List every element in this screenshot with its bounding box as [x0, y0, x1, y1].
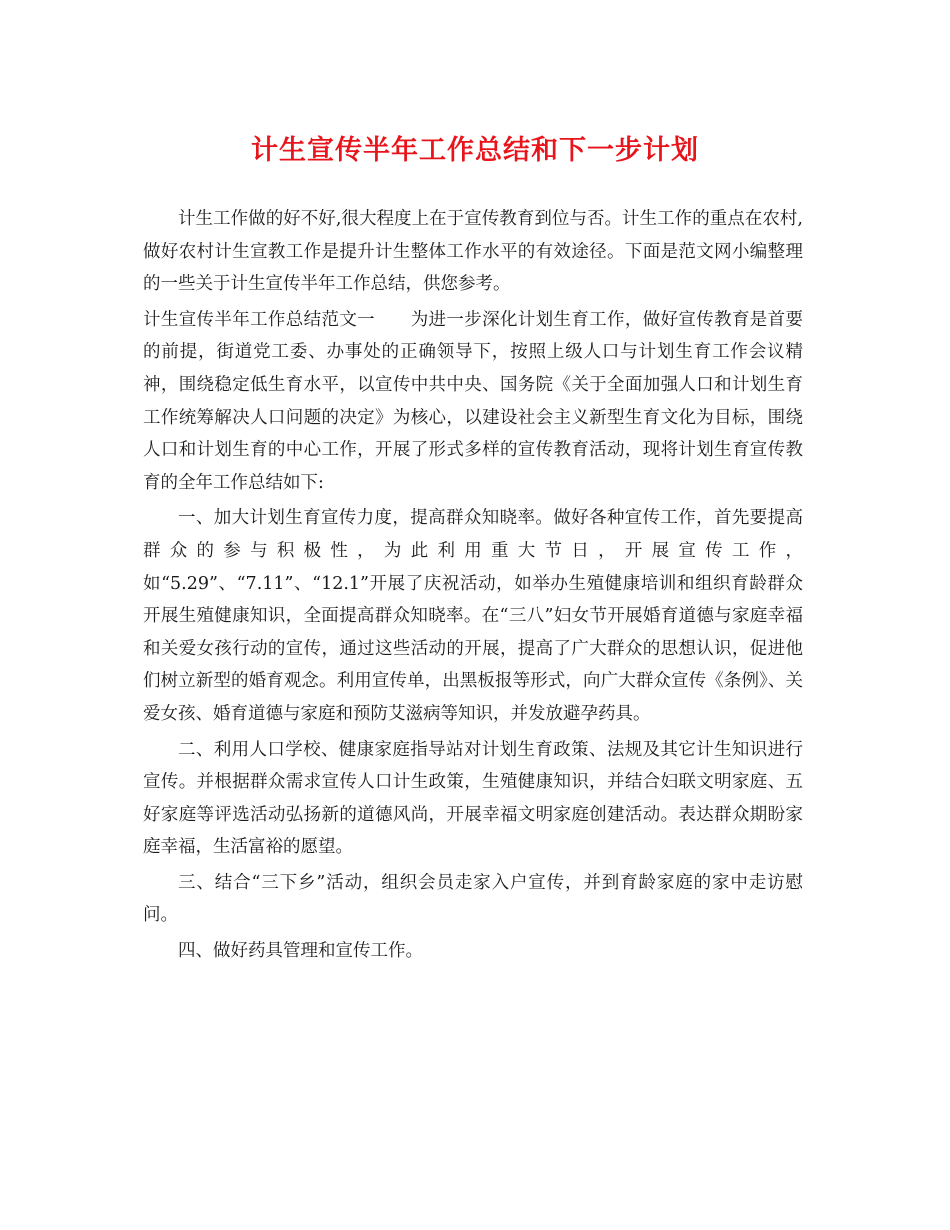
section-one-paragraph: 一、加大计划生育宣传力度，提高群众知晓率。做好各种宣传工作，首先要提高群众的参与积极性，为此利用重大节日，开展宣传工作，如“5.29”、“7.11”、“12.1”开展了庆祝活动，如举办生殖健康培训和组织育龄群众开展生殖健康知识，全面提高群众知晓率。在“三八”妇女节开展婚育道德与家庭幸福和关爱女孩行动的宣传，通过这些活动的开展，提高了广大群众的思想认识，促进他们树立新型的婚育观念。利用宣传单，出黑板报等形式，向广大群众宣传《条例》、关爱女孩、婚育道德与家庭和预防艾滋病等知识，并发放避孕药具。: [143, 508, 803, 724]
sample-one-paragraph: 计生宣传半年工作总结范文一 为进一步深化计划生育工作，做好宣传教育是首要的前提，街道党工委、办事处的正确领导下，按照上级人口与计划生育工作会议精神，围绕稳定低生育水平，以宣传中共中央、国务院《关于全面加强人口和计划生育工作统筹解决人口问题的决定》为核心，以建设社会主义新型生育文化为目标，围绕人口和计划生育的中心工作，开展了形式多样的宣传教育活动，现将计划生育宣传教育的全年工作总结如下:: [143, 309, 803, 493]
document-title: 计生宣传半年工作总结和下一步计划: [251, 135, 699, 166]
section-four-paragraph: 四、做好药具管理和宣传工作。: [178, 941, 423, 962]
section-three-paragraph: 三、结合“三下乡”活动，组织会员走家入户宣传，并到育龄家庭的家中走访慰问。: [143, 872, 803, 926]
intro-paragraph: 计生工作做的好不好,很大程度上在于宣传教育到位与否。计生工作的重点在农村,做好农村计生宣教工作是提升计生整体工作水平的有效途径。下面是范文网小编整理的一些关于计生宣传半年工作总结，供您参考。: [143, 209, 803, 295]
document-body: [143, 203, 803, 971]
section-two-paragraph: 二、利用人口学校、健康家庭指导站对计划生育政策、法规及其它计生知识进行宣传。并根据群众需求宣传人口计生政策，生殖健康知识，并结合妇联文明家庭、五好家庭等评选活动弘扬新的道德风尚，开展幸福文明家庭创建活动。表达群众期盼家庭幸福，生活富裕的愿望。: [143, 739, 803, 858]
